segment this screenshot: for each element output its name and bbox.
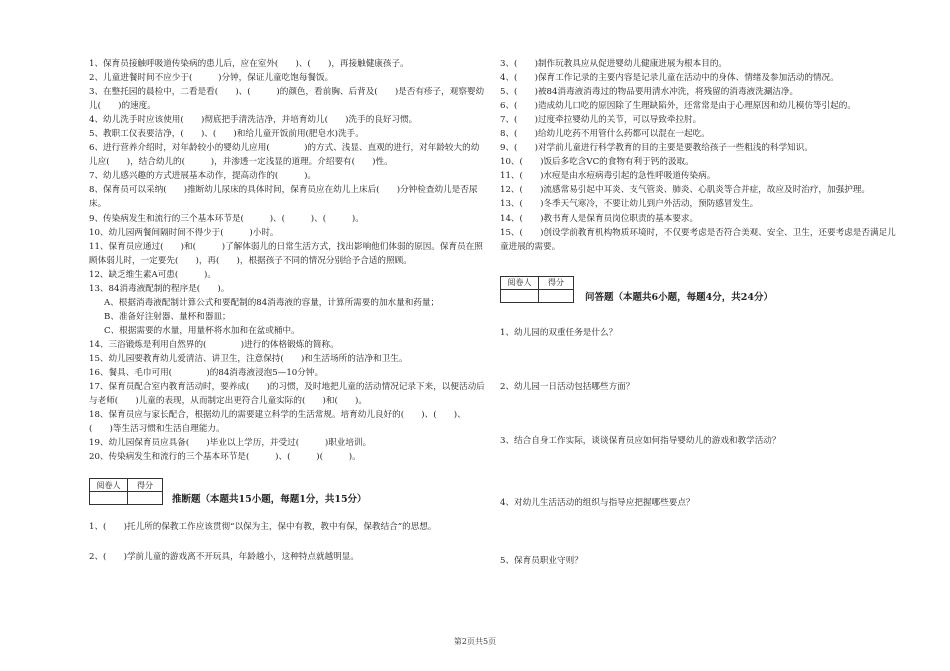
reviewer-cell[interactable] [90,492,128,505]
essay-section-title: 问答题（本题共6小题，每题4分，共24分） [585,291,773,303]
score-label: 得分 [539,276,574,289]
fill-question: 5、教职工仪表要洁净，( )、( )和给儿童开饭前用(肥皂水)洗手。 [89,129,364,140]
fill-questions-part2 [89,338,487,464]
essay-question: 4、对幼儿生活活动的组织与指导应把握哪些要点？ [500,497,695,508]
judge-question: 11、( )水痘是由水痘病毒引起的急性呼吸道传染病。 [500,171,716,182]
reviewer-label: 阅卷人 [90,479,128,492]
judge-question: 4、( )保育工作记录的主要内容是记录儿童在活动中的身体、情绪及参加活动的情况。 [500,73,839,84]
fill-questions-part1 [89,57,487,296]
fill-question: 7、幼儿感兴趣的方式进展基本动作，提高动作的( )。 [89,171,317,182]
reviewer-label: 阅卷人 [501,276,539,289]
fill-question: 10、幼儿园两餐间隔时间不得少于( )小时。 [89,227,279,238]
score-label: 得分 [128,479,163,492]
fill-question: 18、保育员应与家长配合，根据幼儿的需要建立科学的生活常规。培育幼儿良好的( )、( )、( )等生活习惯和生活自理能力。 [89,410,466,435]
reviewer-cell[interactable] [501,289,539,302]
option-a: A、根据消毒液配制计算公式和要配制的84消毒液的容量，计算所需要的加水量和药量； [104,297,440,308]
judge-questions-left [89,520,487,564]
essay-section-header [500,276,900,304]
fill-question: 2、儿童进餐时间不应少于( )分钟，保证儿童吃饱每餐饭。 [89,73,334,84]
judge-section-header [89,478,487,506]
essay-question: 3、结合自身工作实际，谈谈保育员应如何指导婴幼儿的游戏和教学活动？ [500,435,781,446]
judge-question: 7、( )过度牵拉婴幼儿的关节，可以导致牵拉肘。 [500,115,702,126]
option-c: C、根据需要的水量，用量杯将水加和在盆或桶中。 [104,325,300,336]
judge-question: 10、( )饭后多吃含VC的食物有利于钙的汲取。 [500,157,694,168]
question-13-options [89,296,487,338]
score-box [89,478,163,505]
fill-question: 8、保育员可以采纳( )推断幼儿尿床的具体时间，保育员应在幼儿上床后( )分钟检查幼儿是否尿床。 [89,185,478,210]
judge-question: 12、( )流感常易引起中耳炎、支气管炎、肺炎、心肌炎等合并症，故应及时治疗，加强护理。 [500,185,870,196]
fill-question: 13、84消毒液配制的程序是( )。 [89,283,230,294]
essay-question: 5、保育员职业守则？ [500,555,583,566]
fill-question: 12、缺乏维生素A可患( )。 [89,269,216,280]
essay-questions [500,326,900,568]
fill-question: 17、保育员配合室内教育活动时，要养成( )的习惯，及时地把儿童的活动情况记录下来，以便活动后与老师( )儿童的表现，从而制定出更符合儿童实际的( )和( )。 [89,382,485,407]
score-cell[interactable] [128,492,163,505]
fill-question: 11、保育员应通过( )和( )了解体弱儿的日常生活方式，找出影响他们体弱的原因。保育员在照顾体弱儿时，一定要先( )，再( )，根据孩子不同的情况分别给予合适的照顾。 [89,241,483,266]
judge-question: 8、( )给幼儿吃药不用管什么药都可以混在一起吃。 [500,129,710,140]
judge-question: 13、( )冬季天气寒冷，不要让幼儿到户外活动，预防感冒发生。 [500,199,759,210]
judge-question: 14、( )教书育人是保育员岗位职责的基本要求。 [500,213,699,224]
option-b: B、准备好注射器、量杯和器皿； [104,311,231,322]
fill-question: 3、在整托园的晨检中，二看是看( )、( )的颜色，看前胸、后背及( )是否有疹子，观察婴幼儿( )的速度。 [89,87,485,112]
fill-question: 14、三浴锻炼是利用自然界的( )进行的体格锻炼的简称。 [89,339,339,350]
judge-section-title: 推断题（本题共15小题，每题1分，共15分） [172,494,367,506]
fill-question: 4、幼儿洗手时应该使用( )彻底把手清洗洁净，并培育幼儿( )洗手的良好习惯。 [89,115,418,126]
left-column [89,57,487,580]
judge-question: 2、( )学前儿童的游戏离不开玩具，年龄越小，这种特点就越明显。 [89,552,359,563]
fill-question: 20、传染病发生和流行的三个基本环节是( )、( )( )。 [89,452,361,463]
score-cell[interactable] [539,289,574,302]
fill-question: 9、传染病发生和流行的三个基本环节是( )、( )、( )。 [89,213,364,224]
judge-question: 1、( )托儿所的保教工作应该贯彻“以保为主，保中有教，教中有保，保教结合”的思想。 [89,522,437,533]
right-column [500,57,900,608]
fill-question: 1、保育员接触呼吸道传染病的患儿后，应在室外( )、( )，再接触健康孩子。 [89,59,409,69]
judge-question: 9、( )对学前儿童进行科学教育的目的主要是要教给孩子一些粗浅的科学知识。 [500,143,813,154]
fill-question: 19、幼儿园保育员应具备( )毕业以上学历，并受过( )职业培训。 [89,438,372,449]
fill-question: 6、进行营养介绍时，对年龄较小的婴幼儿应用( )的方式、浅显、直观的进行，对年龄较大的幼儿应( )，结合幼儿的( )，并渗透一定浅显的道理。介绍要有( )性。 [89,143,480,168]
essay-question: 1、幼儿园的双重任务是什么？ [500,327,618,338]
page-number-footer: 第2页共5页 [453,637,497,646]
fill-question: 15、幼儿园要教育幼儿爱清洁、讲卫生，注意保持( )和生活场所的洁净和卫生。 [89,353,408,364]
fill-question: 16、餐具、毛巾可用( )的84消毒液浸泡5—10分钟。 [89,368,324,379]
essay-question: 2、幼儿园一日活动包括哪些方面？ [500,381,635,392]
judge-question: 3、( )制作玩教具应从促进婴幼儿健康进展为根本目的。 [500,59,728,69]
judge-question: 15、( )创设学前教育机构物质环境时，不仅要考虑是否符合美观、安全、卫生，还要考虑是否满足儿童进展的需要。 [500,227,896,252]
judge-question: 5、( )被84消毒液消毒过的物品要用清水冲洗，将残留的消毒液洗涮洁净。 [500,87,799,98]
score-box [500,276,574,303]
judge-question: 6、( )造成幼儿口吃的原因除了生理缺陷外，还常常是由于心理原因和幼儿模仿等引起的。 [500,101,856,112]
judge-questions-right [500,57,900,254]
